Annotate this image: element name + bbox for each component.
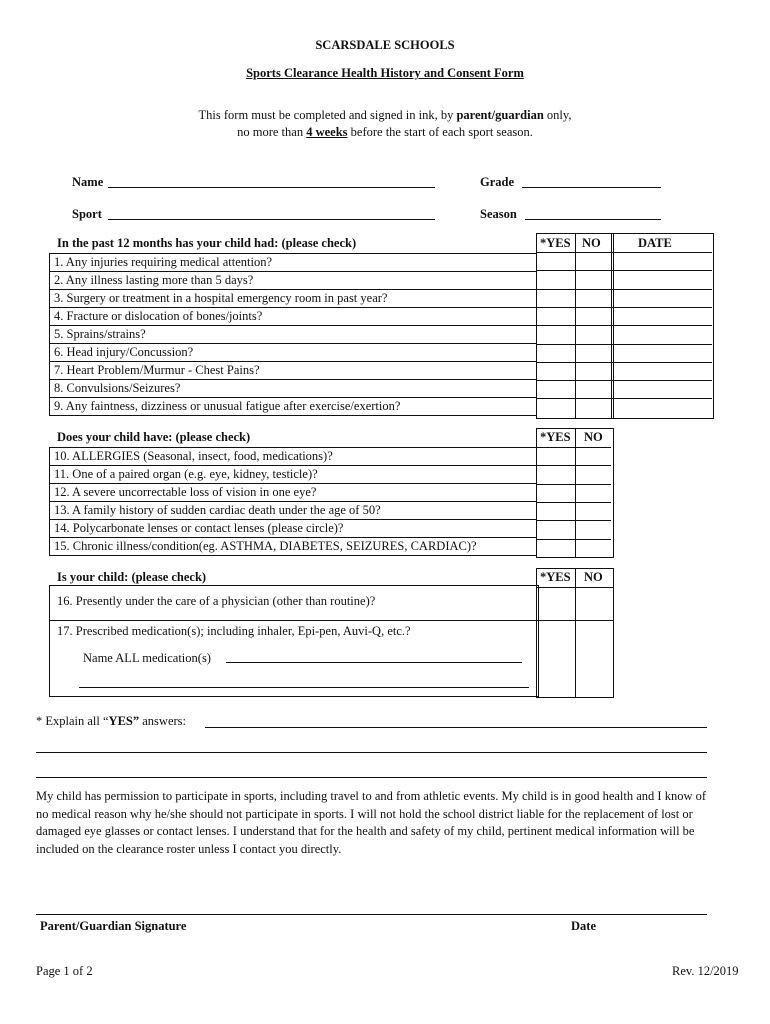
section1-yes-checkbox[interactable] [537,307,575,326]
section1-date-checkbox[interactable] [612,270,712,289]
question-row [50,448,537,466]
medications-field-2[interactable] [79,687,529,688]
section1-no-checkbox[interactable] [576,252,611,271]
section3-heading: Is your child: (please check) [57,570,207,584]
section1-yes-checkbox[interactable] [537,289,575,308]
question-row [50,362,537,380]
explain-field-3[interactable] [36,777,707,778]
question-text: 9. Any faintness, dizziness or unusual fatigue after exercise/exertion? [50,398,537,416]
instruction-line-1: This form must be completed and signed in ink, by parent/guardian only, [198,108,572,122]
section1-no-checkbox[interactable] [576,398,611,417]
section1-date-checkbox[interactable] [612,398,712,417]
section2-yes-checkbox[interactable] [537,484,575,503]
section1-yes-checkbox[interactable] [537,270,575,289]
question-text: 5. Sprains/strains? [50,326,537,344]
section2-yes-checkbox[interactable] [537,447,575,466]
name-field[interactable] [108,187,435,188]
question-row [50,398,537,416]
question-text: 1. Any injuries requiring medical attention? [50,254,537,272]
question-text: 11. One of a paired organ (e.g. eye, kidney, testicle)? [50,466,537,484]
section3-no-header: NO [584,570,603,584]
section2-list [49,447,537,556]
grade-field[interactable] [522,187,661,188]
section1-yes-checkbox[interactable] [537,344,575,363]
section2-no-header: NO [584,430,603,444]
section2-yes-header: *YES [540,430,571,444]
question-row [50,538,537,556]
section2-yes-checkbox[interactable] [537,465,575,484]
question-text: 13. A family history of sudden cardiac death under the age of 50? [50,502,537,520]
explain-field-2[interactable] [36,752,707,753]
section1-date-checkbox[interactable] [612,307,712,326]
section1-no-checkbox[interactable] [576,270,611,289]
section1-no-checkbox[interactable] [576,362,611,381]
section2-no-checkbox[interactable] [576,447,611,466]
question-16: 16. Presently under the care of a physician (other than routine)? [57,594,376,608]
signature-label: Parent/Guardian Signature [40,919,187,933]
question-row [50,344,537,362]
section1-no-header: NO [582,236,601,250]
question-row [50,326,537,344]
section2-no-checkbox[interactable] [576,465,611,484]
form-title: Sports Clearance Health History and Consent Form [246,66,524,80]
section1-date-header: DATE [638,236,672,250]
section1-date-checkbox[interactable] [612,289,712,308]
question-row [50,520,537,538]
section3-row-divider [49,620,614,621]
section2-yes-checkbox[interactable] [537,520,575,539]
section2-yes-checkbox[interactable] [537,502,575,521]
season-field[interactable] [525,219,661,220]
section1-no-checkbox[interactable] [576,344,611,363]
signature-date-label: Date [571,919,596,933]
medications-label: Name ALL medication(s) [83,651,211,665]
question-row [50,466,537,484]
question-text: 4. Fracture or dislocation of bones/joints? [50,308,537,326]
question-row [50,254,537,272]
section2-heading: Does your child have: (please check) [57,430,251,444]
section1-yes-checkbox[interactable] [537,398,575,417]
explain-label: * Explain all “YES” answers: [36,714,186,728]
question-row [50,290,537,308]
section1-date-checkbox[interactable] [612,380,712,399]
revision: Rev. 12/2019 [672,964,739,978]
question-text: 12. A severe uncorrectable loss of vision in one eye? [50,484,537,502]
consent-paragraph: My child has permission to participate in sports, including travel to and from athletic events. My child is in good health and I know of no medical reason why he/she should not participate in sports. I will not hold the school district liable for the replacement of lost or damaged eye glasses or contact lenses. I understand that for the health and safety of my child, pertinent medical information will be included on the clearance roster unless I contact you directly. [36,789,707,856]
name-label: Name [72,175,104,189]
section1-yes-checkbox[interactable] [537,325,575,344]
instruction-line-2: no more than 4 weeks before the start of each sport season. [237,125,533,139]
section2-no-checkbox[interactable] [576,520,611,539]
question-17: 17. Prescribed medication(s); including inhaler, Epi-pen, Auvi-Q, etc.? [57,624,411,638]
section1-no-checkbox[interactable] [576,289,611,308]
section1-heading: In the past 12 months has your child had: (please check) [57,236,357,250]
question-row [50,380,537,398]
question-text: 10. ALLERGIES (Seasonal, insect, food, medications)? [50,448,537,466]
question-text: 7. Heart Problem/Murmur - Chest Pains? [50,362,537,380]
section1-date-checkbox[interactable] [612,325,712,344]
question-text: 2. Any illness lasting more than 5 days? [50,272,537,290]
question-row [50,308,537,326]
question-row [50,502,537,520]
season-label: Season [480,207,517,221]
medications-field[interactable] [226,662,522,663]
section1-date-checkbox[interactable] [612,362,712,381]
question-text: 8. Convulsions/Seizures? [50,380,537,398]
question-text: 15. Chronic illness/condition(eg. ASTHMA, DIABETES, SEIZURES, CARDIAC)? [50,538,537,556]
section1-yes-checkbox[interactable] [537,362,575,381]
question-text: 6. Head injury/Concussion? [50,344,537,362]
grade-label: Grade [480,175,515,189]
section1-list [49,253,537,416]
explain-field-1[interactable] [205,727,707,728]
section2-yes-checkbox[interactable] [537,539,575,558]
question-row [50,484,537,502]
section2-no-checkbox[interactable] [576,539,611,558]
section1-yes-checkbox[interactable] [537,252,575,271]
section3-yes-header: *YES [540,570,571,584]
section1-yes-checkbox[interactable] [537,380,575,399]
section3-header-rule [536,587,613,588]
signature-line[interactable] [36,914,707,915]
sport-field[interactable] [108,219,435,220]
section1-no-checkbox[interactable] [576,307,611,326]
question-text: 14. Polycarbonate lenses or contact lenses (please circle)? [50,520,537,538]
section2-no-checkbox[interactable] [576,502,611,521]
school-name: SCARSDALE SCHOOLS [315,38,455,52]
question-row [50,272,537,290]
section1-no-checkbox[interactable] [576,380,611,399]
section1-date-checkbox[interactable] [612,252,712,271]
sport-label: Sport [72,207,102,221]
section1-yes-header: *YES [540,236,571,250]
section1-date-checkbox[interactable] [612,344,712,363]
section1-no-checkbox[interactable] [576,325,611,344]
section2-no-checkbox[interactable] [576,484,611,503]
section3-q16-check-divider [536,620,613,621]
question-text: 3. Surgery or treatment in a hospital emergency room in past year? [50,290,537,308]
page-number: Page 1 of 2 [36,964,93,978]
